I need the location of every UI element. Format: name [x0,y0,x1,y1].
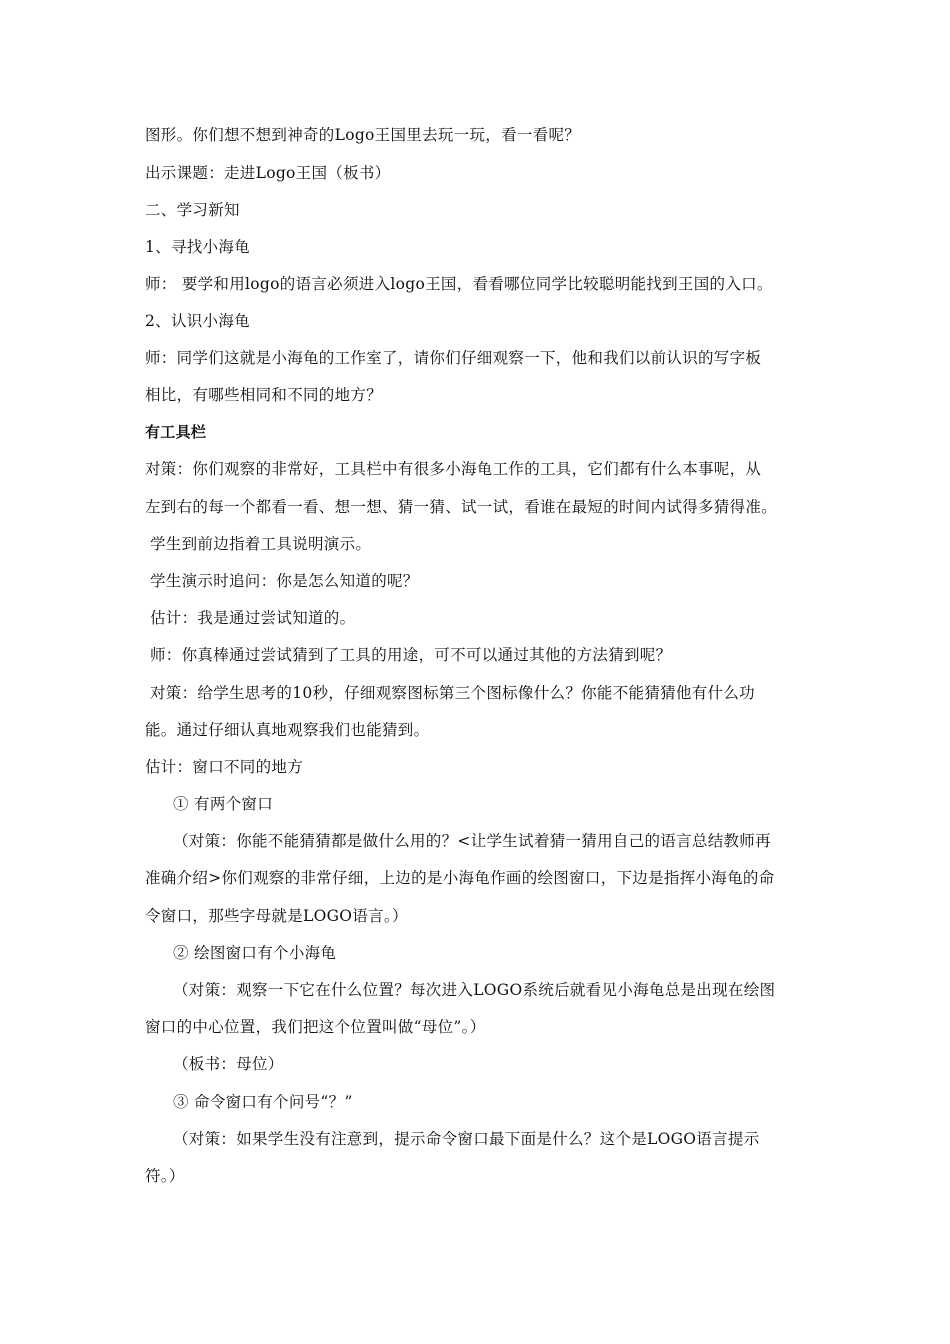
text-line: 左到右的每一个都看一看、想一想、猜一猜、试一试，看谁在最短的时间内试得多猜得准。 [145,498,778,516]
text-line: 窗口的中心位置，我们把这个位置叫做“母位”。） [145,1018,486,1036]
text-line: （板书：母位） [173,1055,284,1073]
text-line: （对策：观察一下它在什么位置？每次进入LOGO系统后就看见小海龟总是出现在绘图 [173,981,776,999]
section-heading: 二、学习新知 [145,201,240,219]
text-line: 符。） [145,1167,185,1185]
text-line: 相比，有哪些相同和不同的地方？ [145,386,383,404]
subsection-heading: 1、寻找小海龟 [145,238,250,256]
text-line: 学生到前边指着工具说明演示。 [150,535,372,553]
text-line: 师： 要学和用logo的语言必须进入logo王国，看看哪位同学比较聪明能找到王国的入口。 [145,275,773,293]
list-item: ① 有两个窗口 [173,795,274,813]
subsection-heading: 2、认识小海龟 [145,312,250,330]
text-line: 对策：你们观察的非常好，工具栏中有很多小海龟工作的工具，它们都有什么本事呢，从 [145,460,762,478]
text-line: （对策：你能不能猜猜都是做什么用的？<让学生试着猜一猜用自己的语言总结教师再 [173,832,771,850]
text-line: 出示课题：走进Logo王国（板书） [145,164,391,182]
text-line: 学生演示时追问：你是怎么知道的呢？ [150,572,419,590]
list-item: ② 绘图窗口有个小海龟 [173,944,337,962]
text-line: 师：你真棒通过尝试猜到了工具的用途，可不可以通过其他的方法猜到呢？ [150,646,672,664]
text-line: 师：同学们这就是小海龟的工作室了，请你们仔细观察一下，他和我们以前认识的写字板 [145,349,762,367]
text-line: 对策：给学生思考的10秒，仔细观察图标第三个图标像什么？你能不能猜猜他有什么功 [150,684,755,702]
text-line: 估计：我是通过尝试知道的。 [150,609,356,627]
text-line: 能。通过仔细认真地观察我们也能猜到。 [145,721,430,739]
bold-heading: 有工具栏 [145,423,207,441]
text-line: 图形。你们想不想到神奇的Logo王国里去玩一玩，看一看呢？ [145,126,581,144]
text-line: 令窗口，那些字母就是LOGO语言。） [145,907,408,925]
text-line: 估计：窗口不同的地方 [145,758,304,776]
list-item: ③ 命令窗口有个问号“？” [173,1093,353,1111]
text-line: （对策：如果学生没有注意到，提示命令窗口最下面是什么？这个是LOGO语言提示 [173,1130,760,1148]
text-line: 准确介绍>你们观察的非常仔细，上边的是小海龟作画的绘图窗口，下边是指挥小海龟的命 [145,869,775,887]
